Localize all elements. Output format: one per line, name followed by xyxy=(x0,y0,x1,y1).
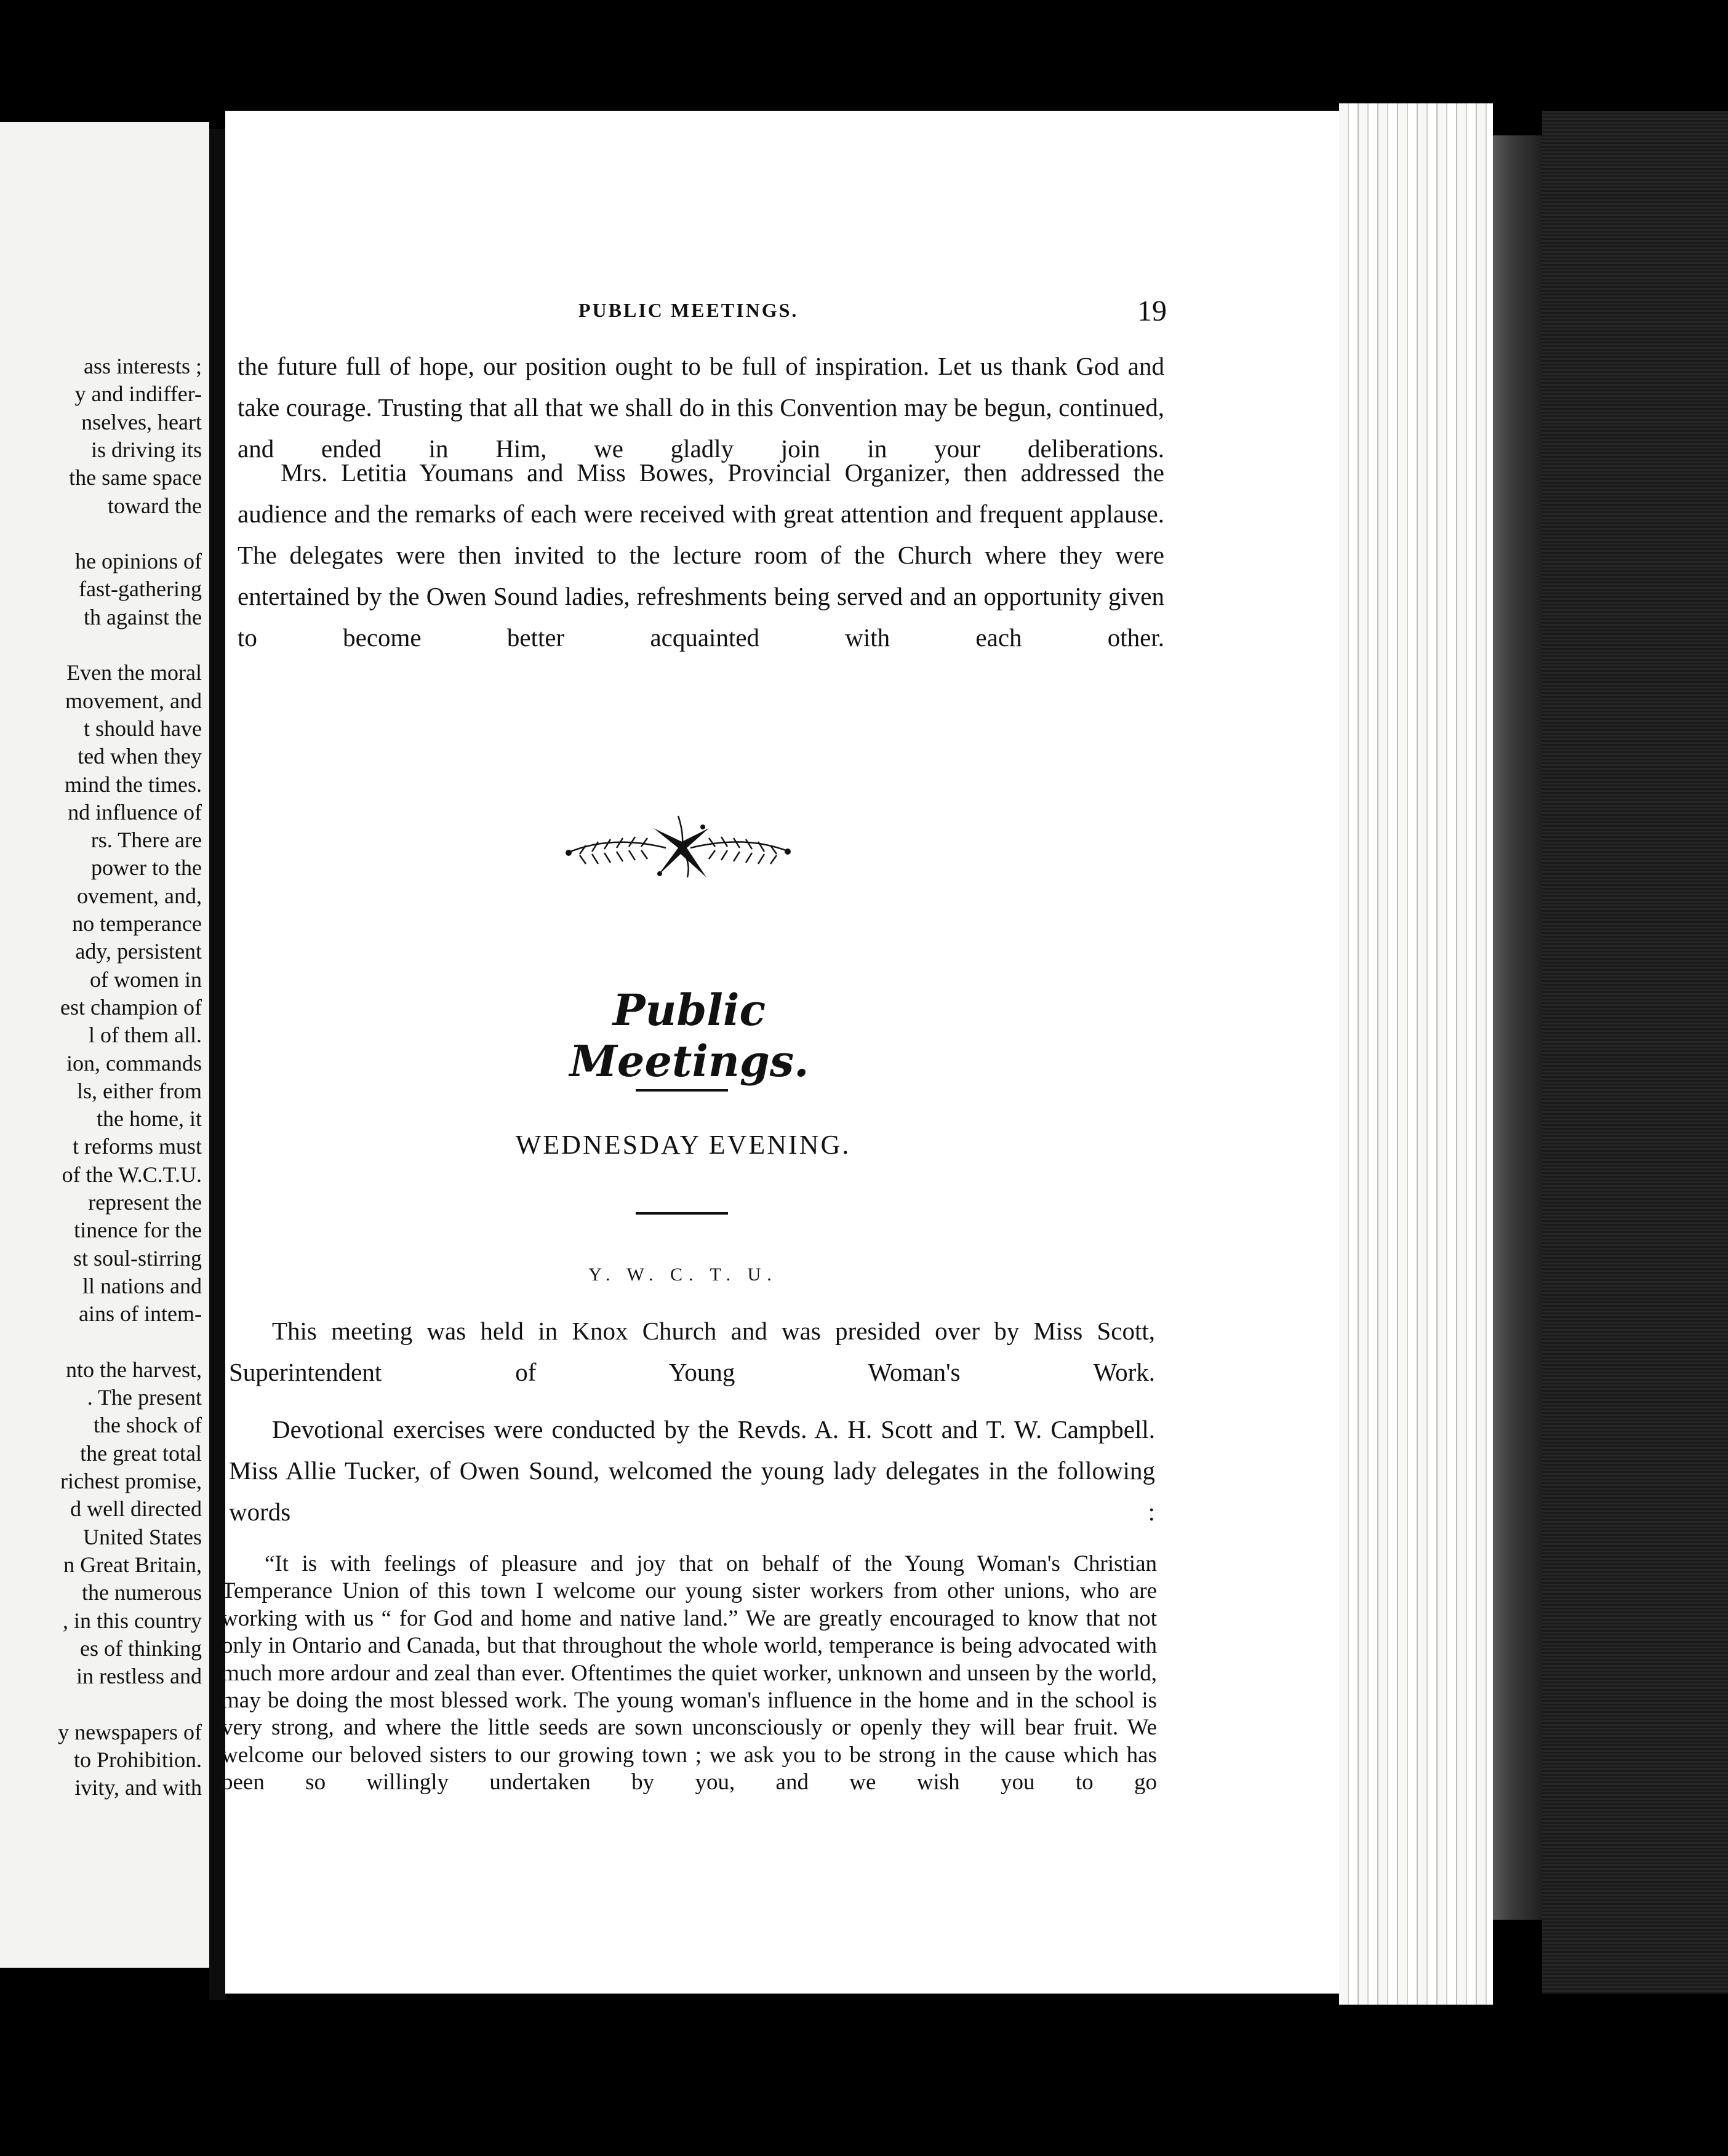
left-page-line: ains of intem- xyxy=(79,1301,202,1327)
paragraph-continuation: the future full of hope, our position ought to be full of inspiration. Let us thank God and take courage. Trusting that all that we shall do in this Convention may be begun, continued, and ended in Him, we gladly join in your deliberations. xyxy=(238,352,1164,463)
left-facing-page xyxy=(0,122,209,1968)
left-page-line: of the W.C.T.U. xyxy=(62,1162,202,1187)
left-page-line: t reforms must xyxy=(73,1134,202,1159)
left-page-line: United States xyxy=(83,1524,202,1549)
floral-ornament-icon xyxy=(561,810,795,890)
book-cover xyxy=(1542,111,1728,1994)
left-page-line: st soul-stirring xyxy=(73,1245,202,1271)
page-edges xyxy=(1339,103,1493,2005)
left-page-line: ivity, and with xyxy=(74,1775,202,1800)
paragraph-devotional-exercises: Devotional exercises were conducted by the Revds. A. H. Scott and T. W. Campbell. Miss Allie Tucker, of Owen Sound, welcomed the young lady delegates in the following words : xyxy=(229,1415,1155,1526)
left-page-line: est champion of xyxy=(60,994,202,1020)
left-page-line: ion, commands xyxy=(66,1050,202,1076)
cover-edge xyxy=(1493,135,1542,1920)
page-number: 19 xyxy=(1137,295,1167,327)
left-page-line: . The present xyxy=(87,1385,202,1410)
left-page-line: rs. There are xyxy=(90,828,202,853)
left-page-line: ovement, and, xyxy=(77,883,202,908)
divider-rule xyxy=(636,1212,728,1215)
paragraph-knox-church: This meeting was held in Knox Church and was presided over by Miss Scott, Superintendent of Young Woman's Work. xyxy=(229,1317,1155,1386)
paragraph-youmans-bowes: Mrs. Letitia Youmans and Miss Bowes, Provincial Organizer, then addressed the audience and the remarks of each were received with great attention and frequent applause. The delegates were then invited to the lecture room of the Church where they were entertained by the Owen Sound ladies, refreshments being served and an opportunity given to become better acquainted with each other. xyxy=(238,458,1164,652)
left-page-line: richest promise, xyxy=(60,1469,202,1493)
left-page-line: to Prohibition. xyxy=(73,1747,202,1772)
organization-heading: Y. W. C. T. U. xyxy=(588,1264,778,1285)
left-page-line: ady, persistent xyxy=(75,939,202,964)
left-page-line: the same space xyxy=(69,465,202,490)
left-page-line: toward the xyxy=(108,493,202,518)
left-page-line: the shock of xyxy=(94,1413,202,1438)
left-page-line: the great total xyxy=(80,1440,202,1466)
section-title: Public Meetings. xyxy=(569,984,809,1087)
left-page-line: t should have xyxy=(84,716,202,741)
left-page-line: es of thinking xyxy=(80,1635,202,1661)
left-page-line: the numerous xyxy=(82,1580,202,1605)
left-page-line: of women in xyxy=(90,967,202,992)
left-page-line: th against the xyxy=(84,604,202,629)
divider-rule xyxy=(636,1089,728,1092)
left-page-line: l of them all. xyxy=(89,1023,202,1048)
left-page-line: is driving its xyxy=(90,437,202,462)
left-page-line: the home, it xyxy=(97,1106,202,1132)
left-page-line: nselves, heart xyxy=(81,409,202,434)
left-page-line: movement, and xyxy=(65,688,202,713)
left-page-line: n Great Britain, xyxy=(63,1552,202,1577)
left-page-line: d well directed xyxy=(70,1496,202,1522)
section-subtitle: WEDNESDAY EVENING. xyxy=(515,1130,851,1160)
left-page-line: nto the harvest, xyxy=(66,1357,202,1382)
left-page-line: y and indiffer- xyxy=(74,381,202,407)
left-page-line: nd influence of xyxy=(68,799,202,824)
running-head: PUBLIC MEETINGS. xyxy=(578,299,799,321)
left-page-line: tinence for the xyxy=(74,1218,202,1243)
left-page-line: ass interests ; xyxy=(84,354,202,378)
left-page-line: no temperance xyxy=(72,911,202,936)
left-page-line: y newspapers of xyxy=(58,1719,202,1744)
left-page-line: Even the moral xyxy=(66,660,202,685)
left-page-line: in restless and xyxy=(76,1664,202,1689)
left-page-line: mind the times. xyxy=(65,772,202,797)
left-page-line: fast-gathering xyxy=(79,577,202,602)
left-page-line: represent the xyxy=(88,1190,202,1215)
left-page-line: , in this country xyxy=(63,1608,202,1633)
quoted-welcome-address: “It is with feelings of pleasure and joy that on behalf of the Young Woman's Christian Temperance Union of this town I welcome our young sister workers from other unions, who are working with us “ for God and home and native land.” We are greatly encouraged to know that not only in Ontario and Canada, but that throughout the whole world, temperance is being advocated with much more ardour and zeal than ever. Oftentimes the quiet worker, unknown and unseen by the world, may be doing the most blessed work. The young woman's influence in the home and in the school is very strong, and where the little seeds are sown unconsciously or openly they will bear fruit. We welcome our beloved sisters to our growing town ; we ask you to be strong in the cause which has been so willingly undertaken by you, and we wish you to go xyxy=(222,1551,1157,1795)
left-page-line: ll nations and xyxy=(82,1273,202,1298)
left-page-line: ls, either from xyxy=(77,1078,202,1103)
left-page-line: ted when they xyxy=(78,744,202,769)
left-page-line: he opinions of xyxy=(75,549,202,574)
left-page-line: power to the xyxy=(91,855,202,880)
